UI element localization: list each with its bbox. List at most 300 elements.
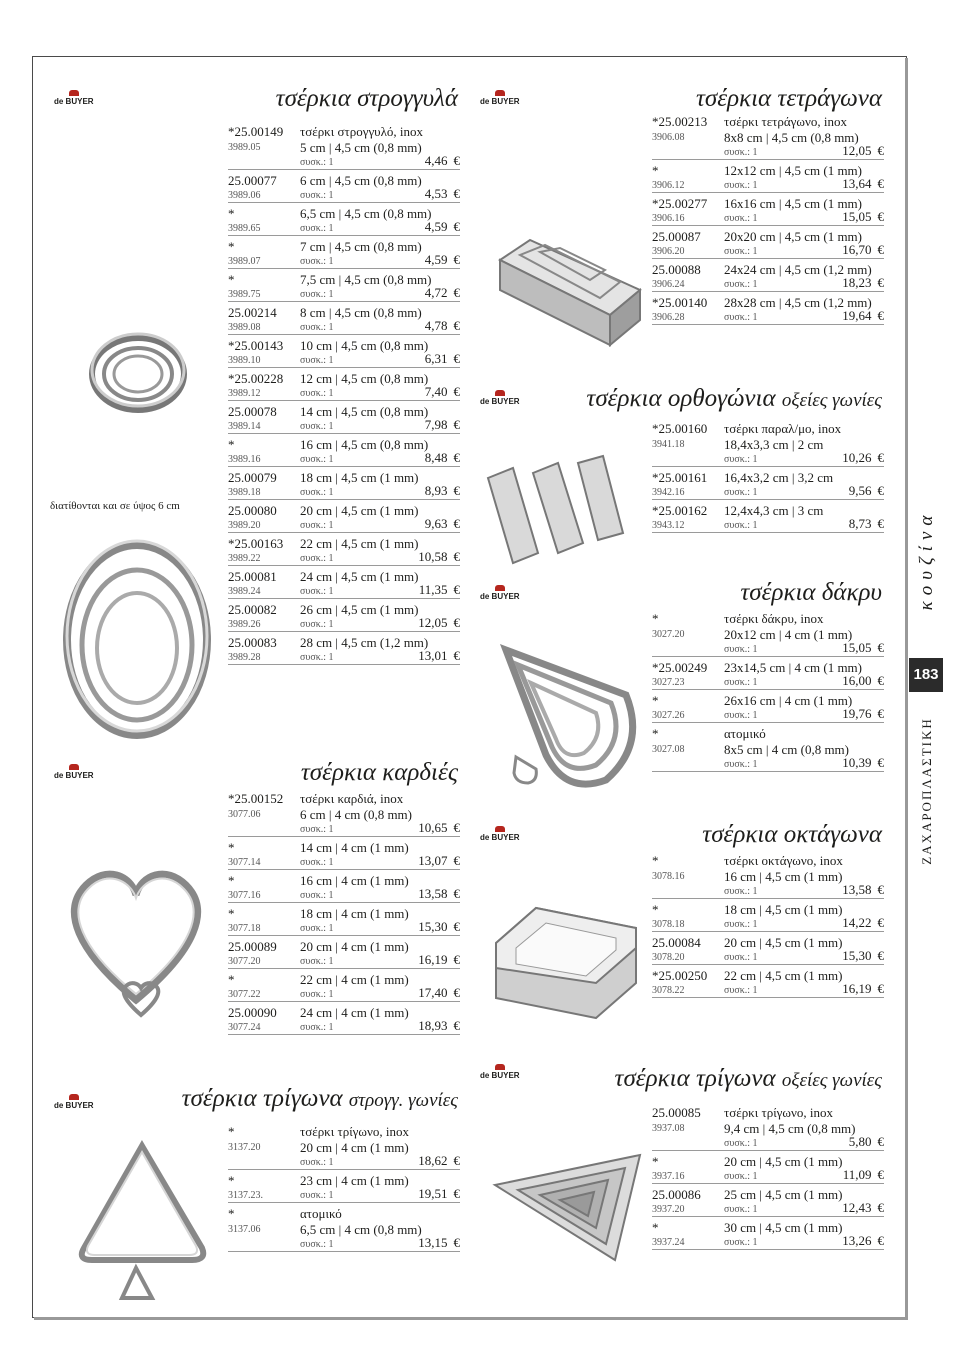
product-code: * xyxy=(652,163,659,178)
product-item xyxy=(652,421,884,467)
product-price xyxy=(842,707,884,720)
price-value: 13,07 xyxy=(418,853,448,868)
product-price xyxy=(418,887,460,900)
product-item xyxy=(228,272,460,302)
logo-mark-icon xyxy=(69,1094,79,1100)
euro-icon: € xyxy=(877,143,884,158)
product-item xyxy=(652,163,884,193)
product-subcode: 3027.08 xyxy=(652,744,685,755)
product-subcode: 3989.28 xyxy=(228,652,261,663)
product-subcode: 3989.18 xyxy=(228,487,261,498)
teardrop-rings-image xyxy=(486,635,646,795)
product-price xyxy=(842,144,884,157)
triangle-round-ring-image xyxy=(72,1138,212,1308)
product-code: *25.00160 xyxy=(652,421,708,436)
price-value: 4,59 xyxy=(424,219,448,234)
product-subcode: 3989.10 xyxy=(228,355,261,366)
euro-icon: € xyxy=(453,450,460,465)
product-item xyxy=(228,1173,460,1203)
product-item xyxy=(652,853,884,899)
product-code: 25.00214 xyxy=(228,305,277,320)
product-item xyxy=(652,295,884,325)
title-triangle-sharp: τσέρκια τρίγωνα οξείες γωνίες xyxy=(614,1065,882,1092)
price-value: 9,56 xyxy=(848,483,872,498)
product-description: 20 cm | 4,5 cm (1 mm) xyxy=(300,503,419,518)
euro-icon: € xyxy=(453,1153,460,1168)
product-subcode: 3989.12 xyxy=(228,388,261,399)
product-unit: συσκ.: 1 xyxy=(300,157,334,168)
euro-icon: € xyxy=(453,582,460,597)
product-list-octagon xyxy=(652,853,884,1001)
product-item xyxy=(228,124,460,170)
product-item xyxy=(228,602,460,632)
product-unit: συσκ.: 1 xyxy=(300,923,334,934)
product-description: ατομικό xyxy=(724,726,766,741)
product-price xyxy=(842,883,884,896)
product-subcode: 3137.06 xyxy=(228,1224,261,1235)
product-item xyxy=(652,1105,884,1151)
product-size: 20x12 cm | 4 cm (1 mm) xyxy=(724,627,853,642)
product-price xyxy=(418,953,460,966)
product-subcode: 3906.16 xyxy=(652,213,685,224)
page-number: 183 xyxy=(909,658,943,692)
rect-rings-image xyxy=(478,448,638,568)
product-subcode: 3989.65 xyxy=(228,223,261,234)
product-price xyxy=(842,1234,884,1247)
price-value: 12,05 xyxy=(418,615,448,630)
euro-icon: € xyxy=(877,516,884,531)
price-value: 4,72 xyxy=(424,285,448,300)
product-unit: συσκ.: 1 xyxy=(724,677,758,688)
euro-icon: € xyxy=(877,209,884,224)
product-code: *25.00161 xyxy=(652,470,708,485)
product-unit: συσκ.: 1 xyxy=(300,388,334,399)
product-item xyxy=(228,1005,460,1035)
price-value: 12,43 xyxy=(842,1200,872,1215)
product-item xyxy=(228,206,460,236)
product-item xyxy=(652,693,884,723)
product-description: 26x16 cm | 4 cm (1 mm) xyxy=(724,693,853,708)
product-description: τσέρκι παραλ/μο, inox xyxy=(724,421,842,436)
product-description: 20 cm | 4,5 cm (1 mm) xyxy=(724,1154,843,1169)
product-description: τσέρκι δάκρυ, inox xyxy=(724,611,824,626)
product-description: 18 cm | 4,5 cm (1 mm) xyxy=(724,902,843,917)
product-code: * xyxy=(652,611,659,626)
product-unit: συσκ.: 1 xyxy=(724,710,758,721)
product-subcode: 3942.16 xyxy=(652,487,685,498)
product-description: τσέρκι τρίγωνο, inox xyxy=(300,1124,409,1139)
euro-icon: € xyxy=(877,176,884,191)
product-subcode: 3937.20 xyxy=(652,1204,685,1215)
product-code: * xyxy=(228,873,235,888)
product-description: 22 cm | 4,5 cm (1 mm) xyxy=(724,968,843,983)
product-code: 25.00079 xyxy=(228,470,277,485)
product-list-rect xyxy=(652,421,884,536)
product-unit: συσκ.: 1 xyxy=(300,652,334,663)
product-code: 25.00077 xyxy=(228,173,277,188)
price-value: 13,58 xyxy=(418,886,448,901)
product-description: τσέρκι στρογγυλό, inox xyxy=(300,124,424,139)
octagon-ring-image xyxy=(486,888,646,1038)
price-value: 19,64 xyxy=(842,308,872,323)
product-item xyxy=(228,791,460,837)
euro-icon: € xyxy=(453,1186,460,1201)
product-code: 25.00084 xyxy=(652,935,701,950)
euro-icon: € xyxy=(877,308,884,323)
product-description: 6,5 cm | 4,5 cm (0,8 mm) xyxy=(300,206,432,221)
product-list-square xyxy=(652,114,884,328)
brand-logo: de BUYER xyxy=(480,585,520,601)
product-price xyxy=(425,352,460,365)
product-item xyxy=(228,305,460,335)
euro-icon: € xyxy=(453,153,460,168)
price-value: 18,62 xyxy=(418,1153,448,1168)
product-subcode: 3989.24 xyxy=(228,586,261,597)
price-value: 4,53 xyxy=(424,186,448,201)
product-unit: συσκ.: 1 xyxy=(724,147,758,158)
product-price xyxy=(425,253,460,266)
product-subcode: 3989.20 xyxy=(228,520,261,531)
product-description: 6 cm | 4,5 cm (0,8 mm) xyxy=(300,173,422,188)
product-description: 26 cm | 4,5 cm (1 mm) xyxy=(300,602,419,617)
euro-icon: € xyxy=(877,242,884,257)
product-subcode: 3906.08 xyxy=(652,132,685,143)
product-description: 24 cm | 4 cm (1 mm) xyxy=(300,1005,409,1020)
round-rings-image xyxy=(76,318,206,418)
product-price xyxy=(842,210,884,223)
product-code: * xyxy=(228,272,235,287)
product-price xyxy=(425,418,460,431)
product-item xyxy=(228,371,460,401)
product-unit: συσκ.: 1 xyxy=(300,553,334,564)
product-code: * xyxy=(652,853,659,868)
product-description: 20 cm | 4,5 cm (1 mm) xyxy=(724,935,843,950)
product-item xyxy=(652,114,884,160)
product-subcode: 3078.22 xyxy=(652,985,685,996)
euro-icon: € xyxy=(453,1235,460,1250)
product-code: *25.00143 xyxy=(228,338,284,353)
product-subcode: 3989.26 xyxy=(228,619,261,630)
euro-icon: € xyxy=(453,417,460,432)
product-item xyxy=(652,470,884,500)
product-item xyxy=(652,902,884,932)
product-subcode: 3077.24 xyxy=(228,1022,261,1033)
product-price xyxy=(842,674,884,687)
product-size: 20 cm | 4 cm (1 mm) xyxy=(300,1140,409,1155)
euro-icon: € xyxy=(877,755,884,770)
product-size: 9,4 cm | 4,5 cm (0,8 mm) xyxy=(724,1121,856,1136)
product-subcode: 3937.08 xyxy=(652,1123,685,1134)
euro-icon: € xyxy=(877,706,884,721)
product-code: 25.00089 xyxy=(228,939,277,954)
product-item xyxy=(652,1220,884,1250)
product-unit: συσκ.: 1 xyxy=(300,520,334,531)
product-description: 24x24 cm | 4,5 cm (1,2 mm) xyxy=(724,262,872,277)
product-subcode: 3077.20 xyxy=(228,956,261,967)
product-code: * xyxy=(228,1173,235,1188)
product-unit: συσκ.: 1 xyxy=(724,1171,758,1182)
product-item xyxy=(652,262,884,292)
product-list-round xyxy=(228,124,460,668)
product-price xyxy=(842,309,884,322)
product-description: τσέρκι τρίγωνο, inox xyxy=(724,1105,833,1120)
product-subcode: 3989.07 xyxy=(228,256,261,267)
product-code: 25.00083 xyxy=(228,635,277,650)
product-price xyxy=(842,641,884,654)
product-unit: συσκ.: 1 xyxy=(724,279,758,290)
product-code: 25.00081 xyxy=(228,569,277,584)
product-code: 25.00080 xyxy=(228,503,277,518)
product-unit: συσκ.: 1 xyxy=(300,824,334,835)
product-price xyxy=(425,220,460,233)
euro-icon: € xyxy=(453,318,460,333)
product-code: * xyxy=(652,1220,659,1235)
product-code: 25.00082 xyxy=(228,602,277,617)
vertical-category: ΖΑΧΑΡΟΠΛΑΣΤΙΚΗ xyxy=(919,717,934,865)
product-list-triangle-sharp xyxy=(652,1105,884,1253)
product-unit: συσκ.: 1 xyxy=(300,857,334,868)
product-description: 12,4x4,3 cm | 3 cm xyxy=(724,503,824,518)
price-value: 11,09 xyxy=(842,1167,872,1182)
product-unit: συσκ.: 1 xyxy=(724,759,758,770)
product-unit: συσκ.: 1 xyxy=(300,1190,334,1201)
product-description: 25 cm | 4,5 cm (1 mm) xyxy=(724,1187,843,1202)
product-unit: συσκ.: 1 xyxy=(300,989,334,1000)
product-code: * xyxy=(652,1154,659,1169)
product-price xyxy=(418,616,460,629)
product-subcode: 3989.05 xyxy=(228,142,261,153)
price-value: 19,76 xyxy=(842,706,872,721)
product-code: *25.00149 xyxy=(228,124,284,139)
euro-icon: € xyxy=(453,219,460,234)
brand-logo: de BUYER xyxy=(54,1094,94,1110)
product-code: *25.00213 xyxy=(652,114,708,129)
product-item xyxy=(228,536,460,566)
product-unit: συσκ.: 1 xyxy=(724,1204,758,1215)
price-value: 19,51 xyxy=(418,1186,448,1201)
product-price xyxy=(849,517,884,530)
product-unit: συσκ.: 1 xyxy=(300,487,334,498)
heart-ring-image xyxy=(56,850,216,1020)
product-price xyxy=(425,187,460,200)
price-value: 8,73 xyxy=(848,516,872,531)
product-unit: συσκ.: 1 xyxy=(300,890,334,901)
price-value: 6,31 xyxy=(424,351,448,366)
title-round: τσέρκια στρογγυλά xyxy=(275,85,458,112)
product-code: *25.00152 xyxy=(228,791,284,806)
product-description: 7,5 cm | 4,5 cm (0,8 mm) xyxy=(300,272,432,287)
euro-icon: € xyxy=(877,882,884,897)
title-triangle-round: τσέρκια τρίγωνα στρογγ. γωνίες xyxy=(181,1085,458,1112)
product-description: 20x20 cm | 4,5 cm (1 mm) xyxy=(724,229,862,244)
product-price xyxy=(842,243,884,256)
product-item xyxy=(228,239,460,269)
product-size: 8x5 cm | 4 cm (0,8 mm) xyxy=(724,742,849,757)
product-description: 20 cm | 4 cm (1 mm) xyxy=(300,939,409,954)
product-unit: συσκ.: 1 xyxy=(724,1138,758,1149)
brand-logo: de BUYER xyxy=(480,390,520,406)
price-value: 18,23 xyxy=(842,275,872,290)
price-value: 13,01 xyxy=(418,648,448,663)
price-value: 10,65 xyxy=(418,820,448,835)
product-price xyxy=(842,916,884,929)
product-item xyxy=(228,840,460,870)
product-item xyxy=(652,229,884,259)
product-subcode: 3989.14 xyxy=(228,421,261,432)
product-item xyxy=(652,968,884,998)
price-value: 16,19 xyxy=(842,981,872,996)
product-code: 25.00086 xyxy=(652,1187,701,1202)
product-code: * xyxy=(228,906,235,921)
price-value: 7,98 xyxy=(424,417,448,432)
product-subcode: 3906.12 xyxy=(652,180,685,191)
product-description: 28 cm | 4,5 cm (1,2 mm) xyxy=(300,635,429,650)
price-value: 15,05 xyxy=(842,640,872,655)
price-value: 12,05 xyxy=(842,143,872,158)
product-unit: συσκ.: 1 xyxy=(724,180,758,191)
product-item xyxy=(228,906,460,936)
price-value: 15,30 xyxy=(418,919,448,934)
product-item xyxy=(228,635,460,665)
euro-icon: € xyxy=(453,351,460,366)
product-subcode: 3078.20 xyxy=(652,952,685,963)
side-note: διατίθονται και σε ύψος 6 cm xyxy=(50,500,180,512)
product-description: ατομικό xyxy=(300,1206,342,1221)
product-code: *25.00249 xyxy=(652,660,708,675)
product-subcode: 3077.22 xyxy=(228,989,261,1000)
product-unit: συσκ.: 1 xyxy=(300,1022,334,1033)
product-subcode: 3937.24 xyxy=(652,1237,685,1248)
product-code: 25.00078 xyxy=(228,404,277,419)
product-description: 16 cm | 4 cm (1 mm) xyxy=(300,873,409,888)
logo-mark-icon xyxy=(495,90,505,96)
product-subcode: 3989.75 xyxy=(228,289,261,300)
product-unit: συσκ.: 1 xyxy=(724,985,758,996)
product-description: 18 cm | 4 cm (1 mm) xyxy=(300,906,409,921)
logo-mark-icon xyxy=(69,90,79,96)
euro-icon: € xyxy=(453,919,460,934)
product-list-heart xyxy=(228,791,460,1038)
product-price xyxy=(418,1187,460,1200)
price-value: 8,93 xyxy=(424,483,448,498)
product-code: 25.00087 xyxy=(652,229,701,244)
product-item xyxy=(652,1154,884,1184)
product-item xyxy=(652,935,884,965)
price-value: 4,46 xyxy=(424,153,448,168)
brand-logo: de BUYER xyxy=(54,764,94,780)
euro-icon: € xyxy=(453,483,460,498)
product-description: 28x28 cm | 4,5 cm (1,2 mm) xyxy=(724,295,872,310)
product-item xyxy=(228,503,460,533)
product-description: τσέρκι τετράγωνο, inox xyxy=(724,114,847,129)
euro-icon: € xyxy=(453,549,460,564)
product-subcode: 3989.16 xyxy=(228,454,261,465)
product-price xyxy=(425,517,460,530)
product-unit: συσκ.: 1 xyxy=(300,190,334,201)
product-unit: συσκ.: 1 xyxy=(300,956,334,967)
product-subcode: 3027.26 xyxy=(652,710,685,721)
product-price xyxy=(418,854,460,867)
euro-icon: € xyxy=(453,186,460,201)
product-unit: συσκ.: 1 xyxy=(724,520,758,531)
price-value: 4,78 xyxy=(424,318,448,333)
euro-icon: € xyxy=(877,981,884,996)
product-subcode: 3989.06 xyxy=(228,190,261,201)
euro-icon: € xyxy=(453,285,460,300)
product-item xyxy=(228,404,460,434)
product-unit: συσκ.: 1 xyxy=(724,213,758,224)
brand-logo: de BUYER xyxy=(54,90,94,106)
brand-logo: de BUYER xyxy=(480,1064,520,1080)
product-description: 12 cm | 4,5 cm (0,8 mm) xyxy=(300,371,429,386)
price-value: 10,26 xyxy=(842,450,872,465)
euro-icon: € xyxy=(877,450,884,465)
product-size: 5 cm | 4,5 cm (0,8 mm) xyxy=(300,140,422,155)
product-unit: συσκ.: 1 xyxy=(300,289,334,300)
price-value: 10,39 xyxy=(842,755,872,770)
product-description: 8 cm | 4,5 cm (0,8 mm) xyxy=(300,305,422,320)
product-item xyxy=(652,611,884,657)
product-unit: συσκ.: 1 xyxy=(724,919,758,930)
price-value: 13,64 xyxy=(842,176,872,191)
product-item xyxy=(228,470,460,500)
product-unit: συσκ.: 1 xyxy=(724,246,758,257)
product-subcode: 3027.20 xyxy=(652,629,685,640)
product-code: *25.00140 xyxy=(652,295,708,310)
euro-icon: € xyxy=(877,915,884,930)
product-code: *25.00162 xyxy=(652,503,708,518)
price-value: 13,15 xyxy=(418,1235,448,1250)
product-size: 8x8 cm | 4,5 cm (0,8 mm) xyxy=(724,130,859,145)
product-price xyxy=(842,451,884,464)
product-code: * xyxy=(228,206,235,221)
product-subcode: 3137.20 xyxy=(228,1142,261,1153)
product-description: 10 cm | 4,5 cm (0,8 mm) xyxy=(300,338,429,353)
price-value: 5,80 xyxy=(848,1134,872,1149)
product-unit: συσκ.: 1 xyxy=(300,322,334,333)
product-description: 16,4x3,2 cm | 3,2 cm xyxy=(724,470,834,485)
product-code: * xyxy=(228,239,235,254)
product-item xyxy=(228,338,460,368)
euro-icon: € xyxy=(453,516,460,531)
product-code: * xyxy=(228,972,235,987)
product-item xyxy=(228,437,460,467)
product-price xyxy=(425,385,460,398)
product-subcode: 3941.18 xyxy=(652,439,685,450)
product-price xyxy=(425,484,460,497)
product-item xyxy=(228,1206,460,1252)
euro-icon: € xyxy=(877,483,884,498)
euro-icon: € xyxy=(453,886,460,901)
product-price xyxy=(425,154,460,167)
product-unit: συσκ.: 1 xyxy=(300,586,334,597)
product-price xyxy=(418,649,460,662)
product-unit: συσκ.: 1 xyxy=(300,355,334,366)
product-price xyxy=(419,583,460,596)
product-unit: συσκ.: 1 xyxy=(724,952,758,963)
product-code: 25.00085 xyxy=(652,1105,701,1120)
product-subcode: 3078.16 xyxy=(652,871,685,882)
product-description: 23x14,5 cm | 4 cm (1 mm) xyxy=(724,660,862,675)
product-item xyxy=(652,1187,884,1217)
product-description: 30 cm | 4,5 cm (1 mm) xyxy=(724,1220,843,1235)
price-value: 16,00 xyxy=(842,673,872,688)
product-code: *25.00277 xyxy=(652,196,708,211)
product-description: 18 cm | 4,5 cm (1 mm) xyxy=(300,470,419,485)
product-item xyxy=(228,972,460,1002)
product-description: 7 cm | 4,5 cm (0,8 mm) xyxy=(300,239,422,254)
euro-icon: € xyxy=(877,1134,884,1149)
